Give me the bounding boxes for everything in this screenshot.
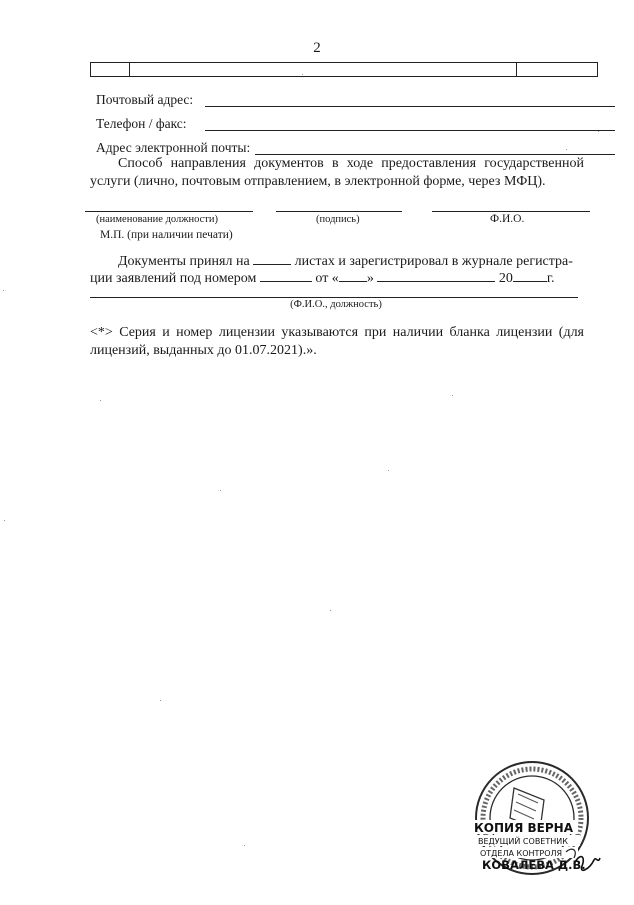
date-from-label: от « <box>315 271 339 286</box>
seal-note: М.П. (при наличии печати) <box>100 229 233 241</box>
email-label: Адрес электронной почты: <box>96 140 251 155</box>
svg-text:КОПИЯ ВЕРНА: КОПИЯ ВЕРНА <box>474 821 573 835</box>
footnote: <*> Серия и номер лицензии указываются при наличии бланка лицензии (для лицензий, выданных до 01.07.2021).». <box>90 325 584 358</box>
receiver-caption: (Ф.И.О., должность) <box>290 299 382 310</box>
month-blank <box>377 268 495 282</box>
phone-fax-line <box>205 130 615 131</box>
signature-caption: (подпись) <box>316 214 360 225</box>
svg-text:ОТДЕЛА КОНТРОЛЯ: ОТДЕЛА КОНТРОЛЯ <box>480 849 563 858</box>
position-line <box>85 211 253 212</box>
postal-address-line <box>205 106 615 107</box>
table-cell <box>129 63 517 76</box>
position-caption: (наименование должности) <box>96 214 219 225</box>
year-suffix: г. <box>546 271 555 286</box>
table-cell <box>91 63 130 76</box>
phone-fax-label: Телефон / факс: <box>96 116 187 131</box>
day-blank <box>339 268 367 282</box>
sheets-count-blank <box>253 251 291 265</box>
svg-text:КОВАЛЕВА Д.В.: КОВАЛЕВА Д.В. <box>482 858 586 872</box>
round-seal-icon <box>462 760 612 890</box>
registration-number-blank <box>260 268 312 282</box>
fio-caption: Ф.И.О. <box>490 213 525 225</box>
copy-certified-stamp <box>462 760 612 895</box>
page-number: 2 <box>313 40 321 56</box>
signature-line <box>276 211 402 212</box>
registration-number-prefix: ции заявлений под номером <box>90 271 257 286</box>
table-cell <box>516 63 598 76</box>
year-blank <box>513 268 547 282</box>
date-quote-close: » <box>366 271 374 286</box>
fio-line <box>432 211 590 212</box>
receipt-prefix: Документы принял на <box>118 254 250 269</box>
year-prefix: 20 <box>498 271 513 286</box>
header-table-row <box>90 62 598 77</box>
receipt-line-2 <box>90 268 584 288</box>
submission-method-text: Способ направления документов в ходе предоставления государственной услуги (лично, почтовым отправлением, в электронной форме, через МФЦ). <box>90 156 584 189</box>
receipt-suffix: листах и зарегистрировал в журнале регистра- <box>294 254 573 269</box>
svg-text:ВЕДУЩИЙ СОВЕТНИК: ВЕДУЩИЙ СОВЕТНИК <box>478 837 568 846</box>
receiver-line <box>90 297 578 298</box>
postal-address-label: Почтовый адрес: <box>96 92 194 107</box>
